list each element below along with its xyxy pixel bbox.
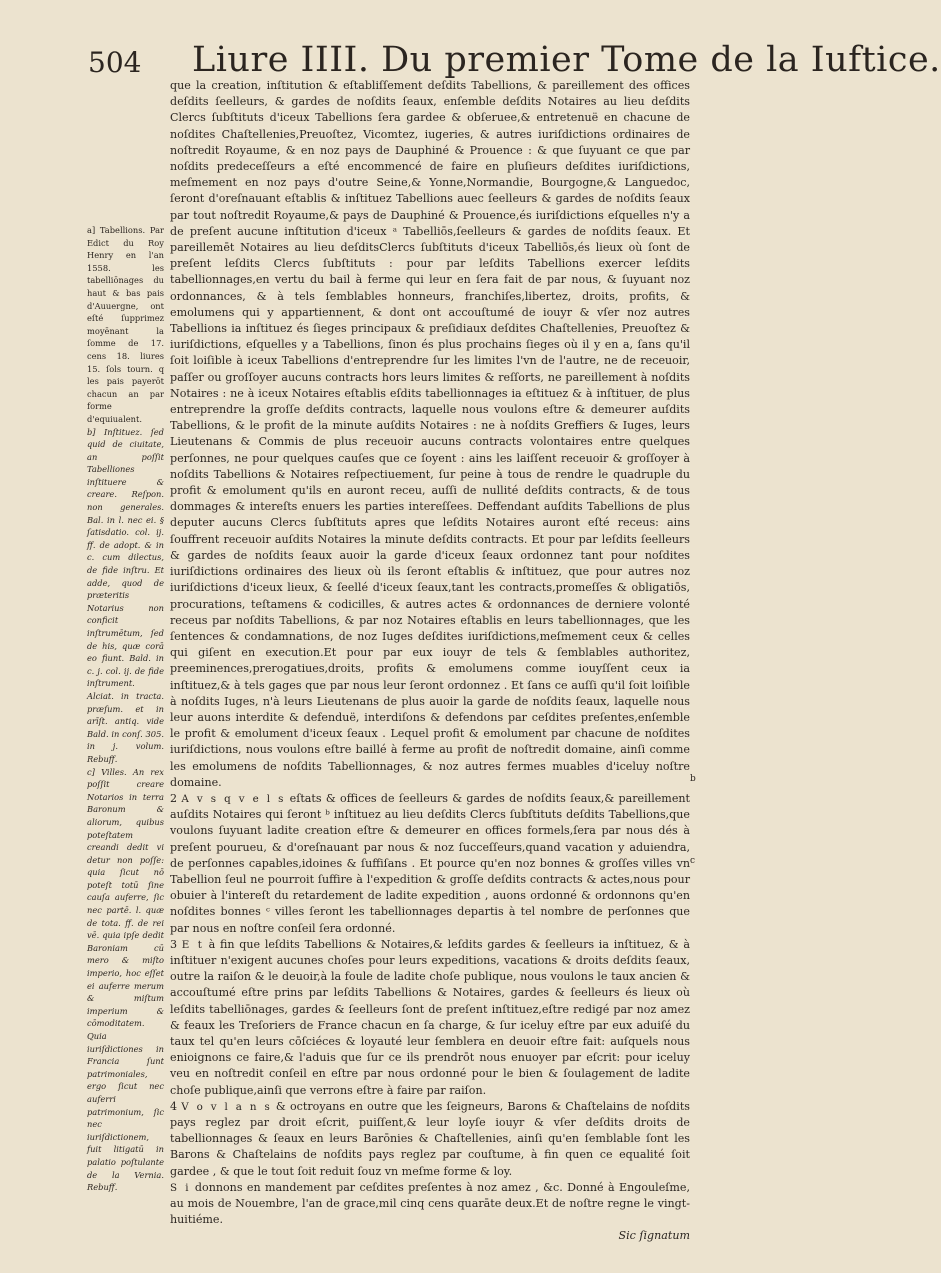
article-lead: A v s q v e l s	[181, 792, 286, 805]
note-mark-c: c	[690, 856, 696, 866]
article-lead: E t	[181, 938, 204, 951]
article-text: à fin que leſdits Tabellions & Notaires,& leſdits gardes & ſeelleurs ia inſtituez, & à inſtituer n'exigent aucunes choſes pour leurs expeditions, vacations & droits deſdits ſeaux, outre la raiſon & le deuoir,à la foule de ladite choſe publique, nous voulons le taux ancien & accouſtumé eſtre prins par leſdits Tabellions & Notaires, gardes & ſeelleurs és lieux où leſdits tabelliōnages, gardes & ſeelleurs ſont de preſent inſtituez,eſtre redigé par noz amez & feaux les Treſoriers de France chacun en ſa charge, & ſur iceluy eſtre par eux aduiſé du taux tel qu'en leurs cōſciéces & loyauté leur ſemblera en deuoir eſtre fait: auſquels nous enioignons ce faire,& l'aduis que ſur ce ils prendrōt nous enuoyer par eſcrit: pour iceluy veu en noſtredit conſeil en eſtre par nous ordonné pour le bien & ſoulagement de ladite choſe publique,ainſi que verrons eſtre à faire par raiſon.	[170, 937, 690, 1097]
running-title: Liure IIII. Du premier Tome de la Iuftice.	[192, 40, 941, 80]
margin-note-c: c] Villes. An rex poſſit creare Notarios in terra Baronum & aliorum, quibus poteſtatem creandi dedit vi detur non poſſe: quia ſicut nō poteſt totū ſine cauſa auferre, ſic nec partē. l. quæ de tota. ff. de rei vē. quia ipſe dedit Baroniam cū mero & miſto imperio, hoc eſſet ei auferre merum & miſtum imperium & cōmoditatem. Quia iuriſdictiones in Francia ſunt patrimoniales, ergo ſicut nec auferri patrimonium, ſic nec iuriſdictionem, fuit litigatū in palatio poſtulante de la Vernia. Rebuff.	[87, 766, 164, 1193]
margin-note-a: a] Tabellions. Par Edict du Roy Henry en l'an 1558. les tabelliōnages du haut & bas pais d'Auuergne, ont eſté ſupprimez moyēnant la ſomme de 17. cens 18. liures 15. ſols tourn. q les pais payerōt chacun an par forme d'equiualent.	[87, 225, 164, 424]
article-number: 4	[170, 1099, 178, 1113]
closing-paragraph	[170, 1180, 690, 1229]
article-number: 2	[170, 791, 178, 805]
article-2	[170, 791, 690, 937]
margin-notes	[87, 224, 164, 1194]
margin-note-b: b] Inſtituez. ſed quid de ciuitate, an poſſit Tabelliones inſtituere & creare. Reſpon. non generales. Bal. in l. nec ei. § ſatisdatio. col. ij. ff. de adopt. & in c. cum dilectus, de fide inſtru. Et adde, quod de præteritis Notarius non conficit inſtrumētum, ſed de his, quæ corā eo fiunt. Bald. in c. j. col. ij. de fide inſtrument. Alciat. in tracta. præſum. et in arīſt. antiq. vide Bald. in conſ. 305. in j. volum. Rebuff.	[87, 426, 164, 764]
article-text: & octroyans en outre que les ſeigneurs, Barons & Chaſtelains de noſdits pays reglez par droit eſcrit, puiſſent,& leur loyſe iouyr & vſer deſdits droits de tabellionnages & ſeaux en leurs Barōnies & Chaſtellenies, ainſi qu'en ſemblable ſont les Barons & Chaſtelains de noſdits pays reglez par couſtume, à fin quen ce equalité ſoit gardee , & que le tout ſoit reduit ſouz vn meſme forme & loy.	[170, 1099, 690, 1178]
article-3	[170, 937, 690, 1099]
page-number: 504	[88, 46, 142, 79]
signature-line: Sic ſignatum	[618, 1229, 690, 1243]
article-4	[170, 1099, 690, 1180]
closing-lead: S i	[170, 1181, 191, 1194]
paragraph-intro: que la creation, inſtitution & eſtabliſſement deſdits Tabellions, & pareillement des offices deſdits ſeelleurs, & gardes de noſdits ſeaux, enſemble deſdits Notaires au lieu deſdits Clercs ſubſtituts d'iceux Tabellions ſera gardee & obſeruee,& entretenuë en chacune de noſdites Chaſtellenies,Preuoſtez, Vicomtez, iugeries, & autres iuriſdictions ordinaires de noſtredit Royaume, & en noz pays de Dauphiné & Prouence : & que ſuyuant ce que par noſdits predeceſſeurs a eſté encommencé de faire en pluſieurs deſdites iuriſdictions, meſmement en noz pays d'outre Seine,& Yonne,Normandie, Bourgogne,& Languedoc, ſeront d'oreſnauant eſtablis & inſtituez Tabellions auec ſeelleurs & gardes de noſdits ſeaux par tout noſtredit Royaume,& pays de Dauphiné & Prouence,és iuriſdictions eſquelles n'y a de preſent aucune inſtitution d'iceux ᵃ Tabelliōs,ſeelleurs & gardes de noſdits ſeaux. Et pareillemēt Notaires au lieu deſditsClercs ſubſtituts d'iceux Tabelliōs,és lieux où ſont de preſent leſdits Clercs ſubſtituts : pour par leſdits Tabellions exercer leſdits tabellionnages,en vertu du bail à ferme qui leur en ſera fait de par nous, & ſuyuant noz ordonnances, & à tels ſemblables honneurs, franchiſes,libertez, droits, profits, & emolumens qui y appartiennent, & dont ont accouſtumé de iouyr & vſer noz autres Tabellions ia inſtituez és ſieges principaux & preſidiaux deſdites Chaſtellenies, Preuoſtez & iuriſdictions, eſquelles y a Tabellions, ſinon és plus prochains ſieges où il y en a, ſans qu'il ſoit loiſible à iceux Tabellions d'entreprendre ſur les limites l'vn de l'autre, ne de receuoir, paſſer ou groſſoyer aucuns contracts hors leurs limites & reſſorts, ne pareillement à noſdits Notaires : ne à iceux Notaires eſtablis eſdits tabellionnages ia eſtituez & à inſtituer, de plus entreprendre la groſſe deſdits contracts, laquelle nous voulons eſtre & demeurer auſdits Tabellions, & le profit de la minute auſdits Notaires : ne à noſdits Greffiers & Iuges, leurs Lieutenans & Commis de plus receuoir aucuns contracts volontaires entre quelques perſonnes, ne pour quelques cauſes que ce ſoyent : ains les laiſſent receuoir & groſſoyer à noſdits Tabellions & Notaires reſpectiuement, ſur peine à tous de rendre le quadruple du profit & emolument qu'ils en auront receu, auſſi de nullité deſdits contracts, & de tous dommages & intereſts enuers les parties intereſſees. Deffendant auſdits Tabellions de plus deputer aucuns Clercs ſubſtituts apres que leſdits Notaires auront eſté receus: ains ſouffrent receuoir auſdits Notaires la minute deſdits contracts. Et pour par leſdits ſeelleurs & gardes de noſdits ſeaux auoir la garde d'iceux ſeaux ordonnez tant pour noſdites iuriſdictions ordinaires des lieux où ils ſeront eſtablis & inſtituez, que pour autres noz iuriſdictions d'iceux lieux, & ſeellé d'iceux ſeaux,tant les contracts,promeſſes & obligatiōs, procurations, teſtamens & codicilles, & autres actes & ordonnances de derniere volonté receus par noſdits Tabellions, & par noz Notaires eſtablis en leurs tabellionnages, que les ſentences & condamnations, de noz Iuges deſdites iuriſdictions,meſmement ceux & celles qui giſent en execution.Et pour par eux iouyr de tels & ſemblables authoritez, preeminences,prerogatiues,droits, profits & emolumens comme iouyſſent ceux ia inſtituez,& à tels gages que par nous leur ſeront ordonnez . Et ſans ce auſſi qu'il ſoit loiſible à noſdits Iuges, n'à leurs Lieutenans de plus auoir la garde de noſdits ſeaux, laquelle nous leur auons interdite & defenduë, interdiſons & defendons par ceſdites preſentes,enſemble le profit & emolument d'iceux ſeaux . Lequel profit & emolument par chacune de noſdites iuriſdictions, nous voulons eſtre baillé à ferme au profit de noſtredit domaine, ainſi comme les emolumens de noſdits Tabellionnages, & noz autres fermes muables d'iceluy noſtre domaine.	[170, 79, 690, 789]
article-text: eſtats & offices de ſeelleurs & gardes de noſdits ſeaux,& pareillement auſdits Notaires qui ſeront ᵇ inſtituez au lieu deſdits Clercs ſubſtituts deſdits Tabellions,que voulons ſuyuant ladite creation eſtre & demeurer en offices formels,ſera par nous dés à preſent pourueu, & d'oreſnauant par nous & noz ſucceſſeurs,quand vacation y aduiendra, de perſonnes capables,idoines & ſuffiſans . Et pource qu'en noz bonnes & groſſes villes vn Tabellion ſeul ne pourroit ſuffire à l'expedition & groſſe deſdits contracts & actes,nous pour obuier à l'intereſt du retardement de ladite expedition , auons ordonné & ordonnons qu'en noſdites bonnes ᶜ villes ſeront les tabellionnages departis à tel nombre de perſonnes que par nous en noſtre conſeil ſera ordonné.	[170, 791, 690, 935]
closing-text: donnons en mandement par ceſdites preſentes à noz amez , &c. Donné à Engouleſme, au mois de Nouembre, l'an de grace,mil cinq cens quarāte deux.Et de noſtre regne le vingt-huitiéme.	[170, 1180, 690, 1227]
article-number: 3	[170, 937, 178, 951]
note-mark-b: b	[690, 774, 696, 784]
main-text-column	[170, 78, 690, 1245]
article-lead: V o v l a n s	[181, 1100, 272, 1113]
